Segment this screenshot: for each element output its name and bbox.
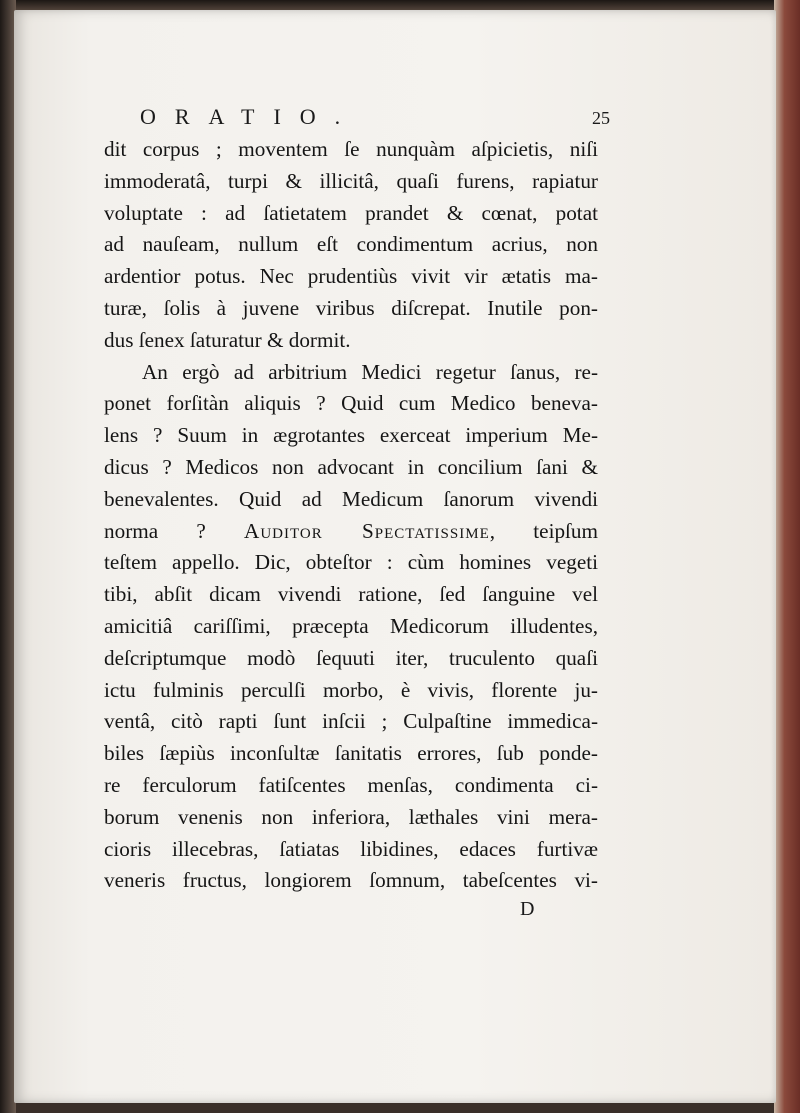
text-line: lens ? Suum in ægrotantes exerceat imperium Me- — [104, 423, 598, 448]
text-line: biles ſæpiùs inconſultæ ſanitatis errores, ſub ponde- — [104, 741, 598, 766]
text-line: teſtem appello. Dic, obteſtor : cùm homines vegeti — [104, 550, 598, 575]
running-title: ORATIO. — [140, 104, 360, 129]
address-line — [104, 516, 598, 548]
page-content — [104, 102, 610, 897]
text-line: dicus ? Medicos non advocant in concilium ſani & — [104, 454, 598, 479]
address-prefix: norma ? — [104, 518, 245, 543]
body-text — [104, 134, 598, 897]
text-line: borum venenis non inferiora, læthales vini mera- — [104, 804, 598, 829]
text-line: voluptate : ad ſatietatem prandet & cœnat, potat — [104, 200, 598, 225]
text-line: ictu fulminis perculſi morbo, è vivis, florente ju- — [104, 677, 598, 702]
running-head — [104, 102, 610, 134]
text-line: turæ, ſolis à juvene viribus diſcrepat. Inutile pon- — [104, 295, 598, 320]
text-line: An ergò ad arbitrium Medici regetur ſanus, re- — [142, 359, 598, 384]
address-smallcaps: Auditor Spectatissime — [244, 518, 490, 543]
paragraph-2 — [104, 357, 598, 898]
text-line: veneris fructus, longiorem ſomnum, tabeſcentes vi- — [104, 868, 598, 893]
paragraph-1 — [104, 134, 598, 357]
book-red-edge — [774, 0, 800, 1113]
text-line: re ferculorum fatiſcentes menſas, condimenta ci- — [104, 772, 598, 797]
page-number: 25 — [592, 108, 610, 128]
text-line: tibi, abſit dicam vivendi ratione, ſed ſanguine vel — [104, 582, 598, 607]
text-line: ardentior potus. Nec prudentiùs vivit vir ætatis ma- — [104, 264, 598, 289]
text-line: benevalentes. Quid ad Medicum ſanorum vivendi — [104, 486, 598, 511]
text-line: ventâ, citò rapti ſunt inſcii ; Culpaſtine immedica- — [104, 709, 598, 734]
text-line: deſcriptumque modò ſequuti iter, truculento quaſi — [104, 645, 598, 670]
text-line: ponet forſitàn aliquis ? Quid cum Medico beneva- — [104, 391, 598, 416]
address-suffix: , teipſum — [489, 518, 599, 543]
text-line: dus ſenex ſaturatur & dormit. — [104, 327, 351, 352]
text-line: ad nauſeam, nullum eſt condimentum acrius, non — [104, 232, 598, 257]
text-line: cioris illecebras, ſatiatas libidines, edaces furtivæ — [104, 836, 598, 861]
text-line: immoderatâ, turpi & illicitâ, quaſi furens, rapiatur — [104, 168, 598, 193]
text-line: amicitiâ cariſſimi, præcepta Medicorum illudentes, — [104, 613, 598, 638]
catchword: D — [520, 898, 535, 920]
text-line: dit corpus ; moventem ſe nunquàm aſpicietis, niſi — [104, 137, 598, 161]
